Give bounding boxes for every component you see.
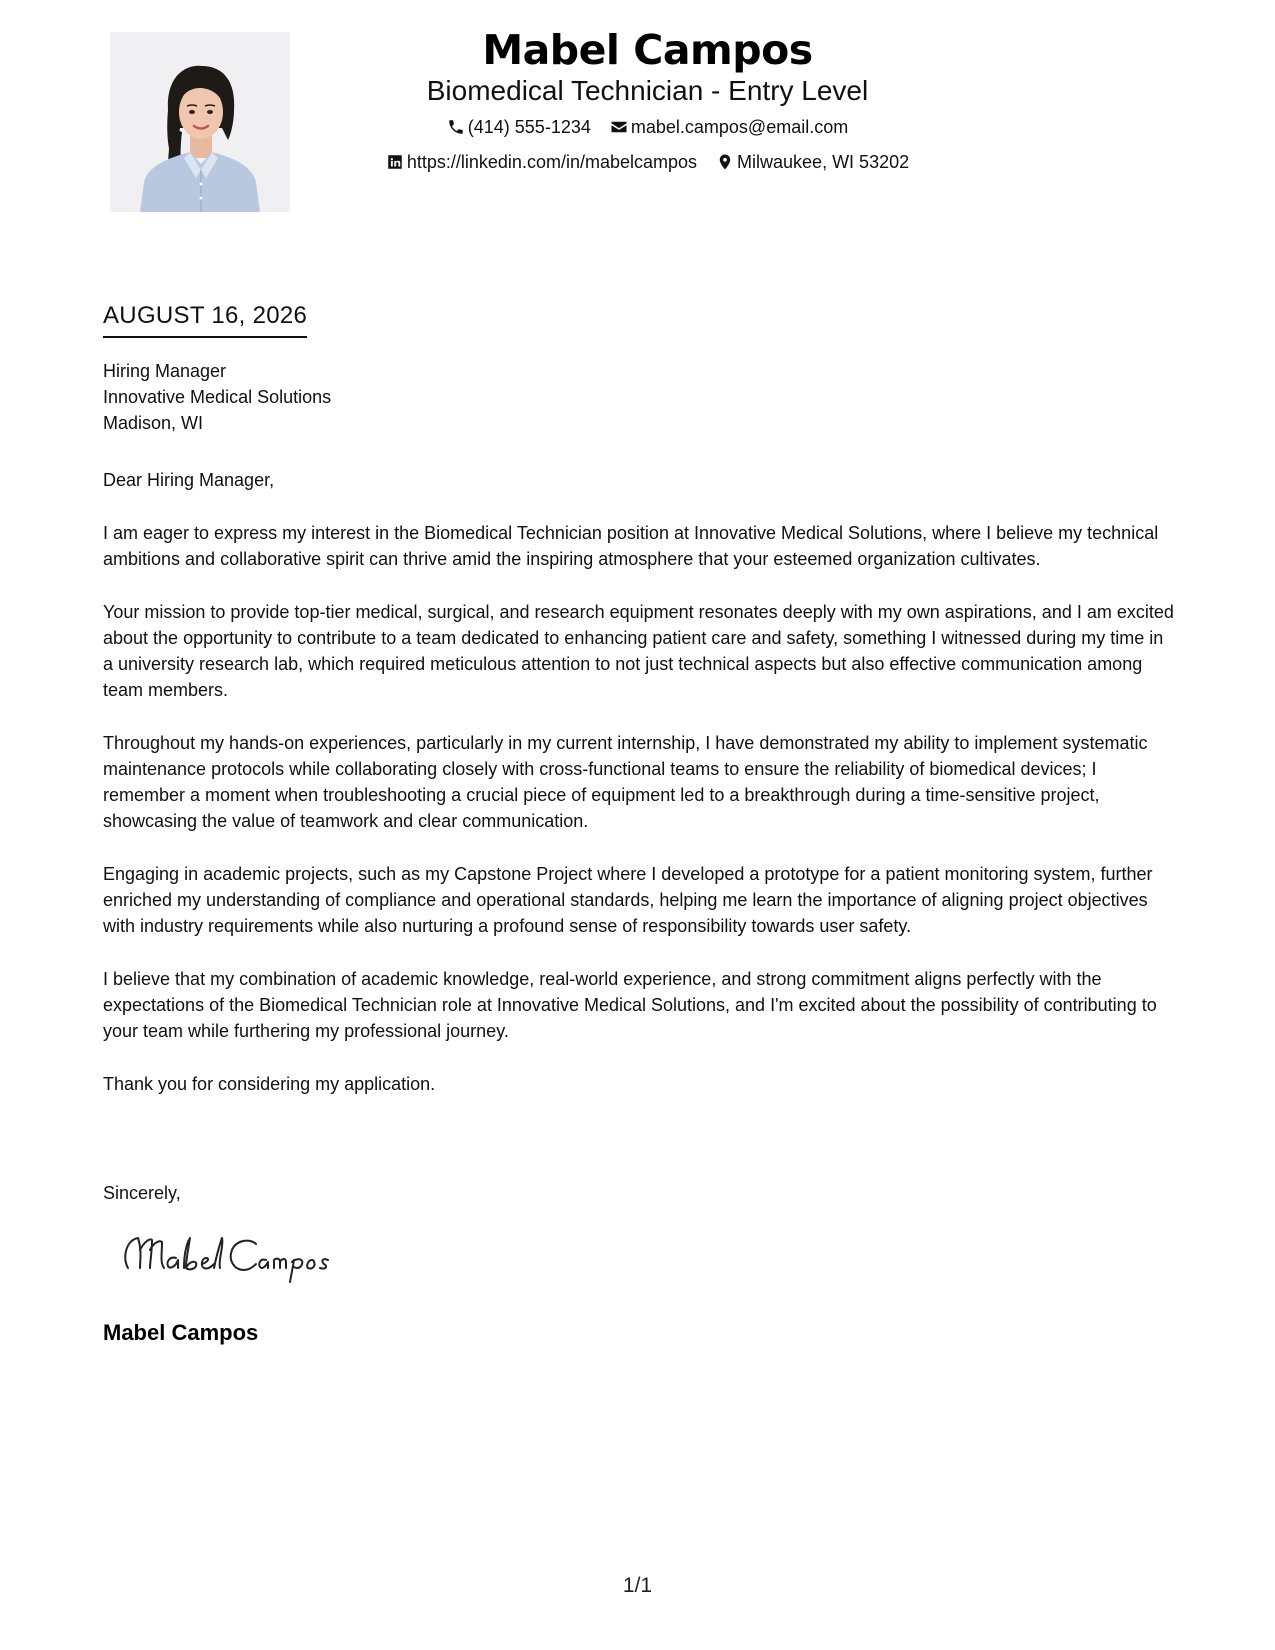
resume-header: [310, 24, 985, 177]
linkedin-icon: [386, 153, 404, 171]
letter-paragraph: Your mission to provide top-tier medical, surgical, and research equipment resonates deeply with my own aspirations, and I am excited about the opportunity to contribute to a team dedicated to enhancing patient care and safety, something I witnessed during my time in a university research lab, which required meticulous attention to not just technical aspects but also effective communication among team members.: [103, 602, 1174, 700]
signature-drawing: [118, 1228, 358, 1288]
envelope-icon: [610, 118, 628, 136]
letter-date: AUGUST 16, 2026: [103, 300, 307, 338]
letter-thanks: Thank you for considering my application.: [103, 1074, 436, 1094]
phone-icon: [447, 118, 465, 136]
contact-row-secondary: [310, 150, 985, 177]
letter-greeting: Dear Hiring Manager,: [103, 470, 275, 490]
signer-name: Mabel Campos: [103, 1320, 259, 1345]
letter-paragraph: I believe that my combination of academic knowledge, real-world experience, and strong commitment aligns perfectly with the expectations of the Biomedical Technician role at Innovative Medical Solutions, and I'm excited about the possibility of contributing to your team while furthering my professional journey.: [103, 969, 1157, 1041]
contact-phone: [447, 115, 591, 139]
recipient-title: Hiring Manager: [103, 361, 227, 381]
applicant-name: Mabel Campos: [482, 26, 813, 74]
recipient-block: [103, 358, 331, 436]
applicant-job-title: Biomedical Technician - Entry Level: [426, 75, 869, 106]
email-address: mabel.campos@email.com: [630, 117, 849, 137]
letter-paragraph: Engaging in academic projects, such as my Capstone Project where I developed a prototype for a patient monitoring system, further enriched my understanding of compliance and operational standards, helping me learn the importance of aligning project objectives with industry requirements while also nurturing a profound sense of responsibility towards user safety.: [103, 864, 1153, 936]
profile-photo-illustration: [110, 32, 290, 212]
recipient-location: Madison, WI: [103, 413, 204, 433]
letter-closing: Sincerely,: [103, 1183, 181, 1203]
letter-paragraph: Throughout my hands-on experiences, particularly in my current internship, I have demonstrated my ability to implement systematic maintenance protocols while collaborating closely with cross-functional teams to ensure the reliability of biomedical devices; I remember a moment when troubleshooting a crucial piece of equipment led to a breakthrough during a time-sensitive project, showcasing the value of teamwork and clear communication.: [103, 733, 1148, 831]
letter-body: [103, 467, 1178, 1124]
contact-email: [610, 115, 848, 139]
phone-number: (414) 555-1234: [467, 117, 591, 137]
contact-linkedin: [386, 150, 697, 174]
recipient-company: Innovative Medical Solutions: [103, 387, 332, 407]
linkedin-url: https://linkedin.com/in/mabelcampos: [406, 152, 698, 172]
map-pin-icon: [716, 153, 734, 171]
contact-row-primary: [310, 115, 985, 142]
letter-paragraph: I am eager to express my interest in the Biomedical Technician position at Innovative Medical Solutions, where I believe my technical ambitions and collaborative spirit can thrive amid the inspiring atmosphere that your esteemed organization cultivates.: [103, 523, 1159, 569]
page-number: 1/1: [622, 1574, 653, 1597]
handwritten-signature: [118, 1228, 358, 1288]
contact-location: [716, 150, 909, 174]
location-text: Milwaukee, WI 53202: [737, 152, 910, 172]
profile-photo: [110, 32, 290, 212]
